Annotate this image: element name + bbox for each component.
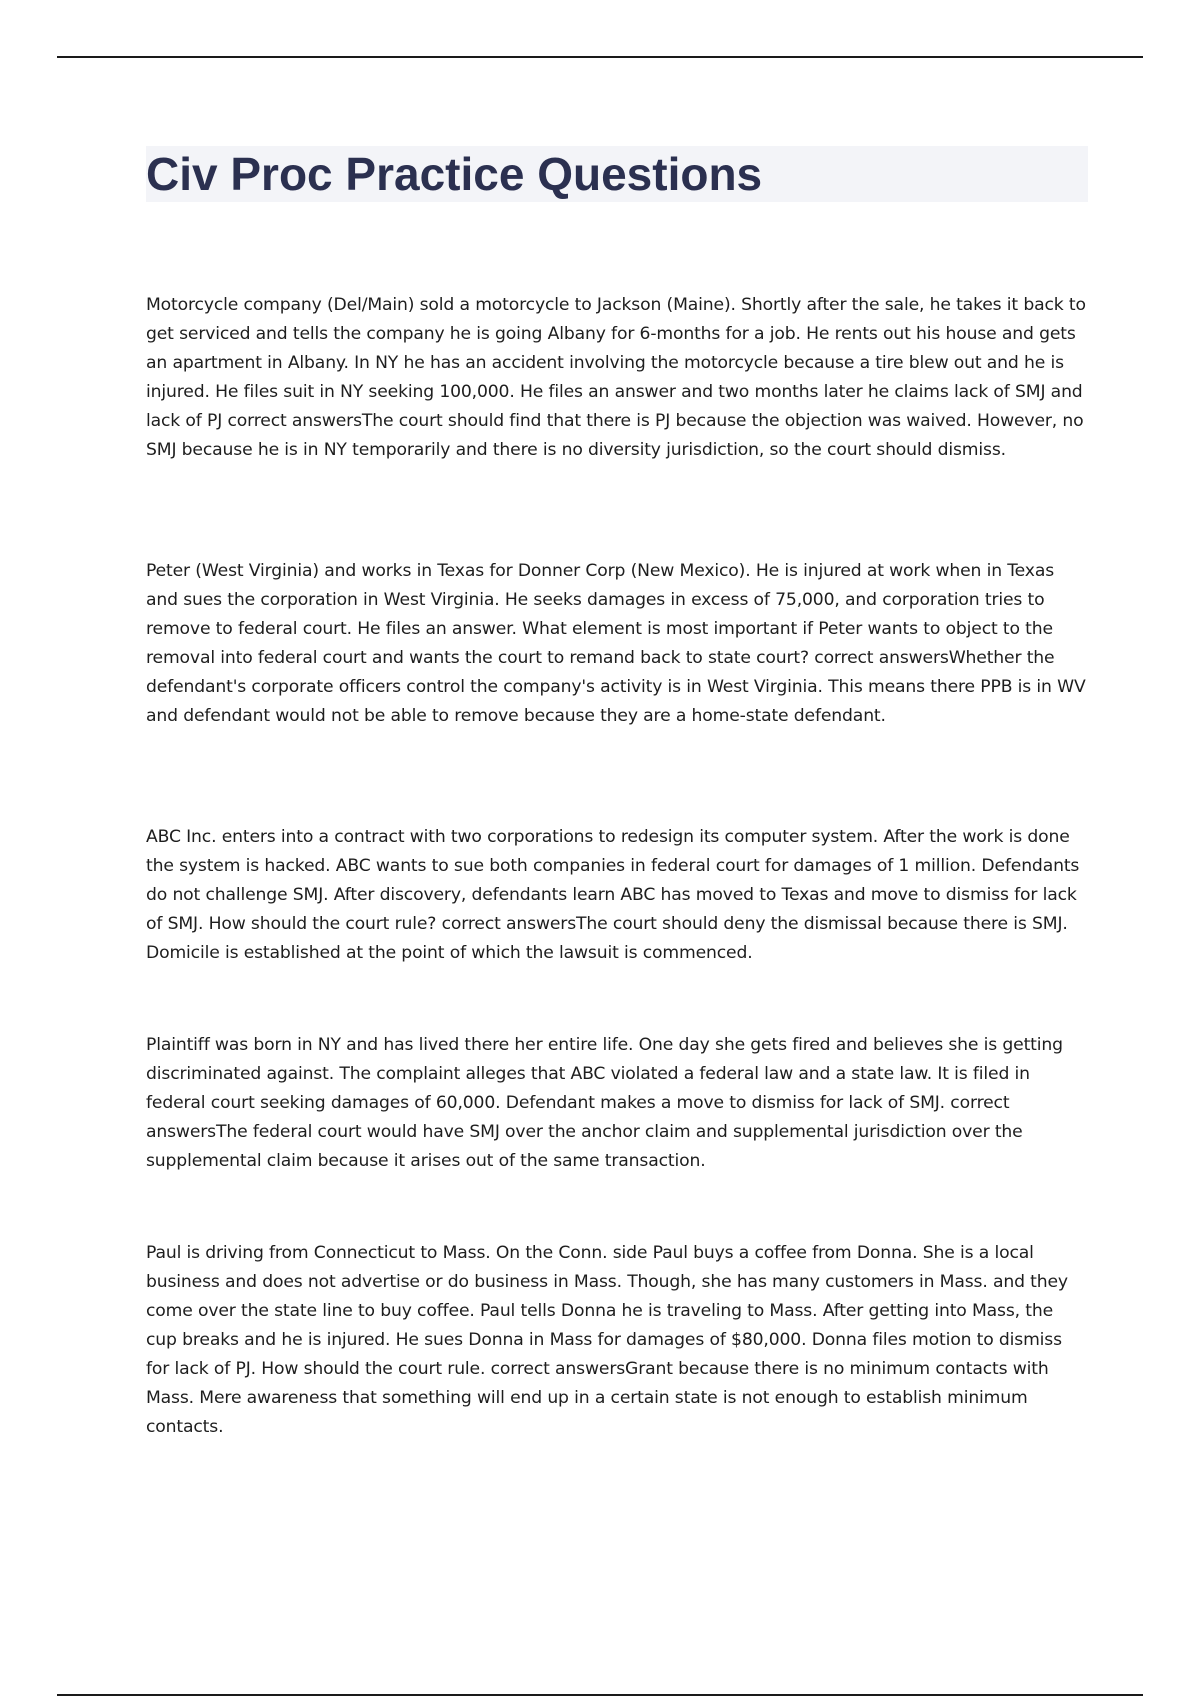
qa-item-5: Paul is driving from Connecticut to Mass. On the Conn. side Paul buys a coffee from Donna. She is a local business and does not advertise or do business in Mass. Though, she has many customers in Mass. and they come over the state line to buy coffee. Paul tells Donna he is traveling to Mass. After getting into Mass, the cup breaks and he is injured. He sues Donna in Mass for damages of $80,000. Donna files motion to dismiss for lack of PJ. How should the court rule. correct answersGrant because there is no minimum contacts with Mass. Mere awareness that something will end up in a certain state is not enough to establish minimum contacts. xyxy=(146,1243,1068,1437)
bottom-divider xyxy=(57,1694,1143,1696)
qa-item-1: Motorcycle company (Del/Main) sold a motorcycle to Jackson (Maine). Shortly after the sale, he takes it back to get serviced and tells the company he is going Albany for 6-months for a job. He rents out his house and gets an apartment in Albany. In NY he has an accident involving the motorcycle because a tire blew out and he is injured. He files suit in NY seeking 100,000. He files an answer and two months later he claims lack of SMJ and lack of PJ correct answersThe court should find that there is PJ because the objection was waived. However, no SMJ because he is in NY temporarily and there is no diversity jurisdiction, so the court should dismiss. xyxy=(146,295,1086,460)
qa-item-4: Plaintiff was born in NY and has lived there her entire life. One day she gets fired and believes she is getting discriminated against. The complaint alleges that ABC violated a federal law and a state law. It is filed in federal court seeking damages of 60,000. Defendant makes a move to dismiss for lack of SMJ. correct answersThe federal court would have SMJ over the anchor claim and supplemental jurisdiction over the supplemental claim because it arises out of the same transaction. xyxy=(146,1035,1063,1171)
page-title: Civ Proc Practice Questions xyxy=(146,148,763,200)
qa-item-2: Peter (West Virginia) and works in Texas for Donner Corp (New Mexico). He is injured at work when in Texas and sues the corporation in West Virginia. He seeks damages in excess of 75,000, and corporation tries to remove to federal court. He files an answer. What element is most important if Peter wants to object to the removal into federal court and wants the court to remand back to state court? correct answersWhether the defendant's corporate officers control the company's activity is in West Virginia. This means there PPB is in WV and defendant would not be able to remove because they are a home-state defendant. xyxy=(146,561,1086,726)
qa-item-3: ABC Inc. enters into a contract with two corporations to redesign its computer system. After the work is done the system is hacked. ABC wants to sue both companies in federal court for damages of 1 million. Defendants do not challenge SMJ. After discovery, defendants learn ABC has moved to Texas and move to dismiss for lack of SMJ. How should the court rule? correct answersThe court should deny the dismissal because there is SMJ. Domicile is established at the point of which the lawsuit is commenced. xyxy=(146,827,1080,963)
top-divider xyxy=(57,56,1143,58)
